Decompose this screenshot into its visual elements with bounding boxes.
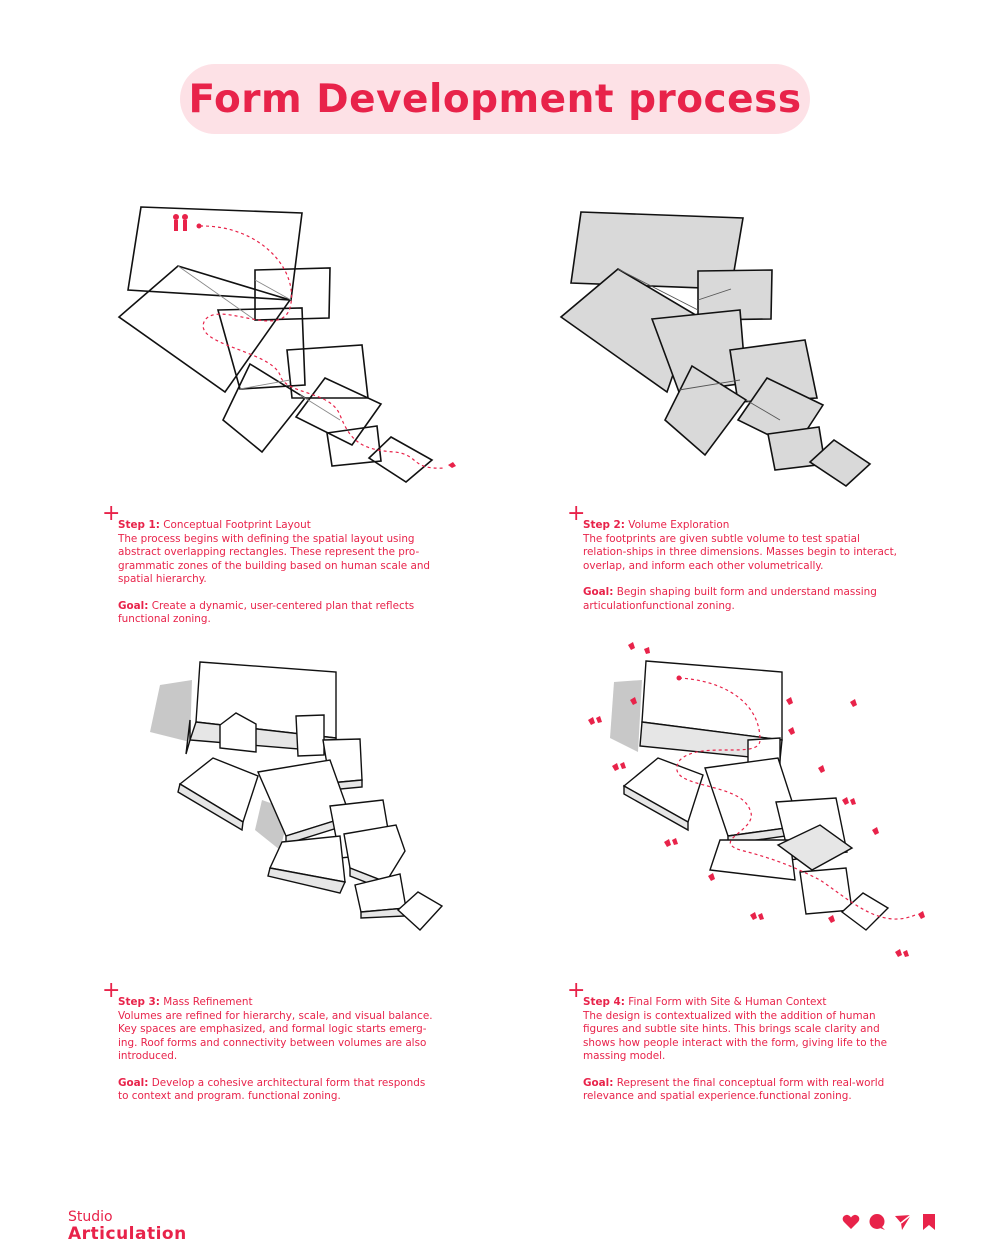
- step-1-goal: Create a dynamic, user-centered plan that reflects functional zoning.: [118, 599, 415, 625]
- step-3-goal-label: Goal:: [118, 1076, 149, 1089]
- share-icon[interactable]: [894, 1213, 912, 1231]
- heart-icon[interactable]: [842, 1213, 860, 1231]
- step-1-heading: Conceptual Footprint Layout: [163, 519, 311, 531]
- step-3-plus-icon: +: [102, 978, 121, 1003]
- step-2-label: Step 2:: [583, 519, 625, 531]
- step-4-heading: Final Form with Site & Human Context: [628, 996, 827, 1008]
- step-4-plus-icon: +: [567, 978, 586, 1003]
- step-1-text: [118, 519, 438, 627]
- step-2-goal-label: Goal:: [583, 586, 614, 598]
- step-2-heading: Volume Exploration: [628, 519, 730, 531]
- step-3-goal: Develop a cohesive architectural form that responds to context and program. functional zoning.: [118, 1076, 426, 1102]
- step-4-body: The design is contextualized with the addition of human figures and subtle site hints. This brings scale clarity and shows how people interact with the form, giving life to the massing model.: [583, 1009, 887, 1062]
- step-2-plus-icon: +: [567, 501, 586, 526]
- step-1-label: Step 1:: [118, 519, 160, 531]
- step-4-goal: Represent the final conceptual form with real-world relevance and spatial experience.functional zoning.: [583, 1076, 885, 1102]
- step-1-body: The process begins with defining the spatial layout using abstract overlapping rectangles. These represent the pro-grammatic zones of the building based on human scale and spatial hierarchy.: [118, 532, 431, 585]
- social-icons: [842, 1213, 938, 1231]
- step-3-label: Step 3:: [118, 996, 160, 1008]
- page-title: Form Development process: [188, 76, 802, 122]
- step-2-goal: Begin shaping built form and understand massing articulationfunctional zoning.: [583, 586, 877, 612]
- step-3-text: [118, 996, 438, 1104]
- studio-logo: [68, 1210, 187, 1244]
- logo-line-2: Articulation: [68, 1224, 187, 1244]
- step-1-plus-icon: +: [102, 501, 121, 526]
- step-1-goal-label: Goal:: [118, 599, 149, 612]
- step-4-text: [583, 996, 903, 1104]
- step-4-goal-label: Goal:: [583, 1076, 614, 1089]
- logo-line-1: Studio: [68, 1209, 113, 1225]
- step-2-text: [583, 519, 903, 613]
- bookmark-icon[interactable]: [920, 1213, 938, 1231]
- comment-icon[interactable]: [868, 1213, 886, 1231]
- step-2-body: The footprints are given subtle volume to test spatial relation-ships in three dimensions. Masses begin to interact, overlap, and inform each other volumetrically.: [583, 532, 897, 572]
- step-4-label: Step 4:: [583, 996, 625, 1008]
- step-3-body: Volumes are refined for hierarchy, scale, and visual balance. Key spaces are emphasized, and formal logic starts emerg-ing. Roof forms and connectivity between volumes are also introduced.: [118, 1009, 433, 1062]
- step-3-heading: Mass Refinement: [163, 996, 253, 1008]
